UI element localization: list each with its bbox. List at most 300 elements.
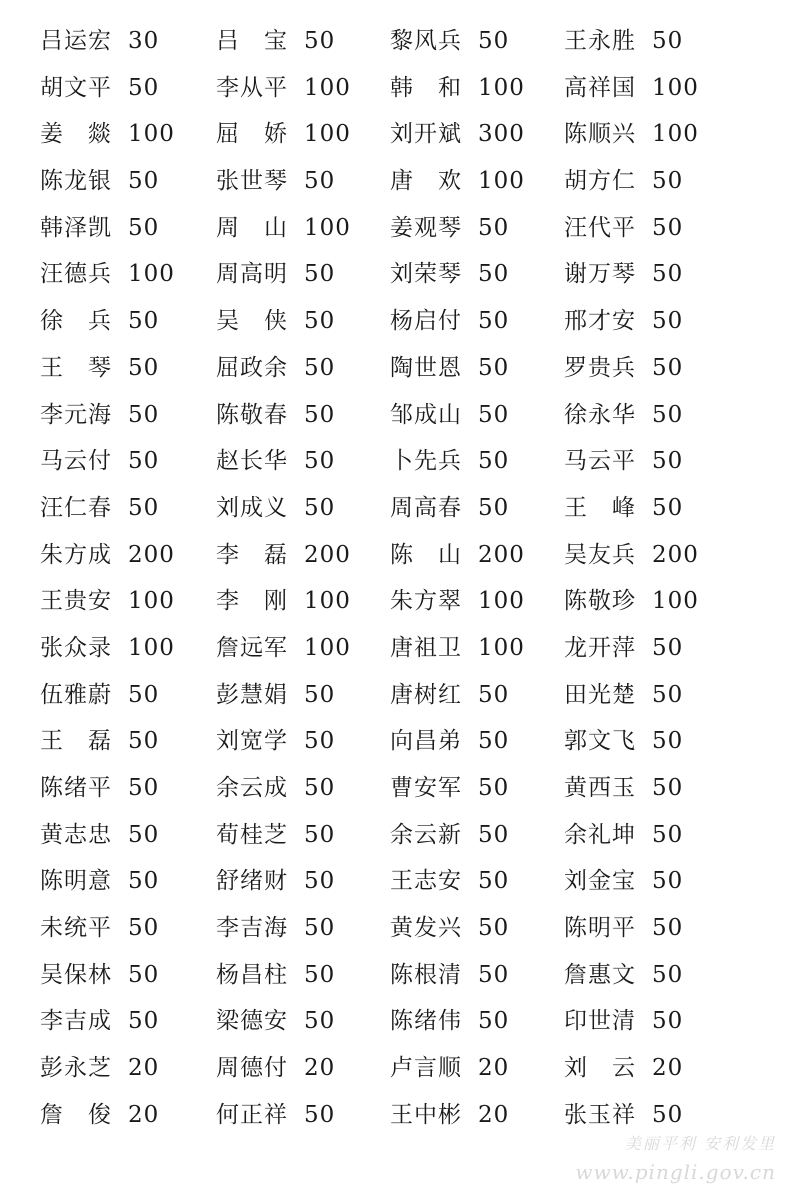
donation-amount: 50 xyxy=(652,168,684,195)
donor-name: 李 刚 xyxy=(216,588,288,615)
donor-entry xyxy=(216,532,351,579)
donor-name: 周德付 xyxy=(216,1055,288,1082)
donor-row xyxy=(40,485,780,532)
donor-entry xyxy=(390,532,525,579)
donor-entry xyxy=(40,998,159,1045)
donor-name: 吴 侠 xyxy=(216,308,288,335)
donor-entry xyxy=(564,158,683,205)
donation-amount: 50 xyxy=(652,868,684,895)
donation-amount: 50 xyxy=(478,1008,510,1035)
donor-entry xyxy=(564,392,683,439)
donation-amount: 100 xyxy=(304,214,351,241)
donation-amount: 100 xyxy=(652,74,699,101)
donor-name: 罗贵兵 xyxy=(564,354,636,381)
donor-name: 梁德安 xyxy=(216,1008,288,1035)
donation-amount: 20 xyxy=(304,1055,336,1082)
donor-name: 陈龙银 xyxy=(40,168,112,195)
donor-row xyxy=(40,158,780,205)
donation-amount: 50 xyxy=(652,821,684,848)
donor-name: 王 峰 xyxy=(564,494,636,521)
donation-amount: 50 xyxy=(652,961,684,988)
donation-amount: 50 xyxy=(128,961,160,988)
donor-entry xyxy=(390,485,509,532)
donor-entry xyxy=(564,905,683,952)
donation-amount: 50 xyxy=(128,308,160,335)
donor-name: 未统平 xyxy=(40,915,112,942)
donor-entry xyxy=(216,625,351,672)
donation-amount: 50 xyxy=(652,448,684,475)
donor-name: 徐永华 xyxy=(564,401,636,428)
donor-name: 王永胜 xyxy=(564,28,636,54)
donor-name: 周 山 xyxy=(216,214,288,241)
donor-name: 陈明平 xyxy=(564,915,636,942)
donor-name: 陈 山 xyxy=(390,541,462,568)
donor-name: 王 琴 xyxy=(40,354,112,381)
donation-amount: 50 xyxy=(304,448,336,475)
donation-amount: 100 xyxy=(478,634,525,661)
donor-name: 龙开萍 xyxy=(564,634,636,661)
donor-entry xyxy=(564,345,683,392)
donor-row xyxy=(40,392,780,439)
donor-name: 陈绪伟 xyxy=(390,1008,462,1035)
donation-amount: 50 xyxy=(478,868,510,895)
donation-amount: 50 xyxy=(652,775,684,801)
donation-amount: 50 xyxy=(478,681,510,708)
donor-entry xyxy=(390,1045,509,1092)
donor-name: 印世清 xyxy=(564,1008,636,1035)
donation-amount: 50 xyxy=(128,168,160,195)
donor-name: 何正祥 xyxy=(216,1101,288,1128)
donor-entry xyxy=(216,765,335,812)
donation-amount: 100 xyxy=(128,121,175,148)
donor-name: 谢万琴 xyxy=(564,261,636,288)
donor-entry xyxy=(564,952,683,999)
donation-amount: 50 xyxy=(304,494,336,521)
donor-name: 彭慧娟 xyxy=(216,681,288,708)
donation-amount: 50 xyxy=(478,961,510,988)
donor-row xyxy=(40,905,780,952)
donor-entry xyxy=(40,1045,159,1092)
donation-amount: 50 xyxy=(304,961,336,988)
donor-row xyxy=(40,998,780,1045)
donor-entry xyxy=(390,438,509,485)
donation-amount: 50 xyxy=(478,214,510,241)
donor-entry xyxy=(40,438,159,485)
donation-amount: 50 xyxy=(304,1101,336,1128)
donor-row xyxy=(40,858,780,905)
donor-entry xyxy=(216,251,335,298)
donor-row xyxy=(40,345,780,392)
donor-name: 李吉海 xyxy=(216,915,288,942)
donor-entry xyxy=(564,18,683,65)
donor-name: 彭永芝 xyxy=(40,1055,112,1082)
donation-amount: 50 xyxy=(652,1008,684,1035)
donor-name: 陈明意 xyxy=(40,868,112,895)
donation-amount: 50 xyxy=(304,728,336,755)
donor-entry xyxy=(390,718,509,765)
donor-name: 王贵安 xyxy=(40,588,112,615)
donation-amount: 50 xyxy=(128,821,160,848)
donor-name: 李从平 xyxy=(216,74,288,101)
donor-name: 吕 宝 xyxy=(216,28,288,54)
donor-name: 刘荣琴 xyxy=(390,261,462,288)
donation-amount: 50 xyxy=(304,168,336,195)
donor-entry xyxy=(216,1045,335,1092)
donor-name: 王志安 xyxy=(390,868,462,895)
donor-name: 杨启付 xyxy=(390,308,462,335)
donation-amount: 50 xyxy=(652,28,684,54)
donation-amount: 100 xyxy=(128,588,175,615)
donor-name: 余云新 xyxy=(390,821,462,848)
donation-amount: 100 xyxy=(128,634,175,661)
donor-name: 黄志忠 xyxy=(40,821,112,848)
donation-amount: 50 xyxy=(128,775,160,801)
donor-entry xyxy=(40,392,159,439)
donor-entry xyxy=(564,485,683,532)
donation-amount: 50 xyxy=(304,261,336,288)
donor-entry xyxy=(564,812,683,859)
donor-entry xyxy=(40,158,159,205)
donor-entry xyxy=(216,345,335,392)
donor-name: 刘 云 xyxy=(564,1055,636,1082)
donor-name: 詹远军 xyxy=(216,634,288,661)
donor-name: 姜观琴 xyxy=(390,214,462,241)
donor-entry xyxy=(390,1092,509,1139)
donor-entry xyxy=(564,65,699,112)
donor-name: 屈政余 xyxy=(216,354,288,381)
donation-amount: 50 xyxy=(478,354,510,381)
donation-amount: 50 xyxy=(304,354,336,381)
donor-entry xyxy=(40,905,159,952)
donation-amount: 50 xyxy=(478,401,510,428)
donation-amount: 200 xyxy=(304,541,351,568)
donor-entry xyxy=(216,392,335,439)
donation-amount: 50 xyxy=(128,401,160,428)
donation-amount: 50 xyxy=(652,354,684,381)
watermark-url: www.pingli.gov.cn xyxy=(575,1160,776,1184)
donor-row xyxy=(40,111,780,158)
donor-name: 李元海 xyxy=(40,401,112,428)
donor-name: 屈 娇 xyxy=(216,121,288,148)
donor-name: 邹成山 xyxy=(390,401,462,428)
donor-name: 邢才安 xyxy=(564,308,636,335)
donor-name: 汪代平 xyxy=(564,214,636,241)
donation-amount: 100 xyxy=(652,588,699,615)
donor-entry xyxy=(390,952,509,999)
donor-entry xyxy=(40,858,159,905)
donor-entry xyxy=(216,905,335,952)
donor-entry xyxy=(390,158,525,205)
donor-entry xyxy=(40,298,159,345)
donor-name: 陈顺兴 xyxy=(564,121,636,148)
donor-name: 黎风兵 xyxy=(390,28,462,54)
donation-amount: 50 xyxy=(478,915,510,942)
donor-entry xyxy=(390,998,509,1045)
donor-row xyxy=(40,438,780,485)
donor-entry xyxy=(40,812,159,859)
donor-name: 詹 俊 xyxy=(40,1101,112,1128)
donor-name: 刘宽学 xyxy=(216,728,288,755)
donation-amount: 20 xyxy=(128,1101,160,1128)
donor-name: 王中彬 xyxy=(390,1101,462,1128)
donor-entry xyxy=(216,672,335,719)
donor-name: 李吉成 xyxy=(40,1008,112,1035)
donation-amount: 50 xyxy=(304,28,336,54)
donor-entry xyxy=(40,718,159,765)
donor-row xyxy=(40,812,780,859)
donor-row xyxy=(40,532,780,579)
donor-row xyxy=(40,952,780,999)
donor-entry xyxy=(390,65,525,112)
donor-entry xyxy=(564,251,683,298)
donation-amount: 100 xyxy=(652,121,699,148)
donor-row xyxy=(40,578,780,625)
donor-name: 刘金宝 xyxy=(564,868,636,895)
donor-name: 刘成义 xyxy=(216,494,288,521)
donation-amount: 50 xyxy=(128,728,160,755)
donor-entry xyxy=(40,765,159,812)
donor-entry xyxy=(40,1092,159,1139)
donation-amount: 100 xyxy=(478,588,525,615)
donor-entry xyxy=(564,111,699,158)
donor-name: 胡文平 xyxy=(40,74,112,101)
donor-entry xyxy=(564,298,683,345)
donor-name: 陈敬春 xyxy=(216,401,288,428)
donor-entry xyxy=(40,205,159,252)
donation-amount: 50 xyxy=(128,354,160,381)
donation-amount: 20 xyxy=(128,1055,160,1082)
donation-amount: 50 xyxy=(128,214,160,241)
donor-name: 周高春 xyxy=(390,494,462,521)
donor-entry xyxy=(564,1045,683,1092)
donation-amount: 50 xyxy=(304,681,336,708)
donor-name: 杨昌柱 xyxy=(216,961,288,988)
donor-entry xyxy=(564,718,683,765)
donor-name: 马云平 xyxy=(564,448,636,475)
site-watermark xyxy=(575,1131,776,1184)
donation-amount: 50 xyxy=(652,1101,684,1128)
donation-amount: 200 xyxy=(478,541,525,568)
donor-name: 曹安军 xyxy=(390,775,462,801)
donor-name: 姜 燚 xyxy=(40,121,112,148)
donor-row xyxy=(40,205,780,252)
donor-row xyxy=(40,625,780,672)
donor-name: 高祥国 xyxy=(564,74,636,101)
donor-entry xyxy=(564,438,683,485)
donation-amount: 50 xyxy=(478,261,510,288)
donation-amount: 50 xyxy=(304,1008,336,1035)
donor-entry xyxy=(390,858,509,905)
donor-entry xyxy=(390,812,509,859)
donation-amount: 50 xyxy=(652,634,684,661)
donor-name: 赵长华 xyxy=(216,448,288,475)
donor-name: 王 磊 xyxy=(40,728,112,755)
donation-amount: 50 xyxy=(478,448,510,475)
donor-entry xyxy=(390,18,509,65)
donor-entry xyxy=(390,205,509,252)
donation-amount: 50 xyxy=(652,915,684,942)
donor-entry xyxy=(40,345,159,392)
donor-row xyxy=(40,1045,780,1092)
donation-amount: 100 xyxy=(304,74,351,101)
donation-amount: 50 xyxy=(478,821,510,848)
donor-entry xyxy=(216,718,335,765)
donor-entry xyxy=(216,1092,335,1139)
donor-name: 舒绪财 xyxy=(216,868,288,895)
donation-amount: 20 xyxy=(478,1055,510,1082)
donor-entry xyxy=(216,18,335,65)
donation-amount: 100 xyxy=(128,261,175,288)
donor-entry xyxy=(564,765,683,812)
donor-entry xyxy=(390,345,509,392)
donor-name: 汪德兵 xyxy=(40,261,112,288)
donor-row xyxy=(40,718,780,765)
donor-row xyxy=(40,765,780,812)
donor-name: 向昌弟 xyxy=(390,728,462,755)
donor-name: 徐 兵 xyxy=(40,308,112,335)
donor-name: 伍雅蔚 xyxy=(40,681,112,708)
donor-name: 唐 欢 xyxy=(390,168,462,195)
donor-list xyxy=(40,18,780,1139)
donor-entry xyxy=(216,998,335,1045)
donor-entry xyxy=(216,65,351,112)
donation-amount: 50 xyxy=(652,401,684,428)
donation-amount: 20 xyxy=(478,1101,510,1128)
donor-name: 陈绪平 xyxy=(40,775,112,801)
donation-amount: 50 xyxy=(128,1008,160,1035)
donor-entry xyxy=(390,765,509,812)
donor-entry xyxy=(40,18,159,65)
donation-amount: 100 xyxy=(304,588,351,615)
donor-name: 马云付 xyxy=(40,448,112,475)
donation-amount: 50 xyxy=(652,728,684,755)
donor-row xyxy=(40,298,780,345)
donor-entry xyxy=(216,485,335,532)
donation-amount: 50 xyxy=(128,681,160,708)
donor-entry xyxy=(564,858,683,905)
donor-entry xyxy=(216,858,335,905)
donor-entry xyxy=(564,625,683,672)
donor-entry xyxy=(390,251,509,298)
donor-name: 韩泽凯 xyxy=(40,214,112,241)
donor-name: 黄西玉 xyxy=(564,775,636,801)
donation-amount: 50 xyxy=(478,308,510,335)
donor-row xyxy=(40,65,780,112)
donor-name: 吴友兵 xyxy=(564,541,636,568)
donation-amount: 50 xyxy=(128,74,160,101)
donor-entry xyxy=(216,438,335,485)
donation-amount: 50 xyxy=(652,308,684,335)
donation-amount: 50 xyxy=(652,261,684,288)
donation-amount: 100 xyxy=(478,168,525,195)
donation-amount: 50 xyxy=(304,308,336,335)
donor-name: 朱方翠 xyxy=(390,588,462,615)
donor-name: 田光楚 xyxy=(564,681,636,708)
donation-amount: 50 xyxy=(478,775,510,801)
donor-entry xyxy=(40,578,175,625)
donor-entry xyxy=(40,625,175,672)
donor-name: 荀桂芝 xyxy=(216,821,288,848)
donation-amount: 50 xyxy=(478,28,510,54)
donation-amount: 50 xyxy=(304,868,336,895)
donation-amount: 50 xyxy=(478,728,510,755)
donation-amount: 200 xyxy=(652,541,699,568)
donor-entry xyxy=(216,298,335,345)
donor-entry xyxy=(40,111,175,158)
donor-entry xyxy=(390,298,509,345)
donation-amount: 50 xyxy=(304,775,336,801)
donation-amount: 30 xyxy=(128,28,160,54)
donation-amount: 100 xyxy=(304,121,351,148)
donation-amount: 50 xyxy=(652,681,684,708)
donor-name: 张世琴 xyxy=(216,168,288,195)
donor-entry xyxy=(40,485,159,532)
donation-amount: 50 xyxy=(128,868,160,895)
donation-amount: 200 xyxy=(128,541,175,568)
donor-name: 李 磊 xyxy=(216,541,288,568)
donor-entry xyxy=(216,111,351,158)
donor-entry xyxy=(40,251,175,298)
donor-entry xyxy=(564,998,683,1045)
donor-entry xyxy=(564,578,699,625)
donor-entry xyxy=(390,672,509,719)
donor-entry xyxy=(216,812,335,859)
donor-entry xyxy=(390,905,509,952)
donor-entry xyxy=(216,952,335,999)
donor-row xyxy=(40,251,780,298)
donation-amount: 50 xyxy=(478,494,510,521)
donor-name: 卢言顺 xyxy=(390,1055,462,1082)
donor-name: 刘开斌 xyxy=(390,121,462,148)
donor-name: 吕运宏 xyxy=(40,28,112,54)
donor-name: 张玉祥 xyxy=(564,1101,636,1128)
donor-name: 张众录 xyxy=(40,634,112,661)
donor-name: 朱方成 xyxy=(40,541,112,568)
donation-amount: 50 xyxy=(128,448,160,475)
donor-name: 黄发兴 xyxy=(390,915,462,942)
donor-name: 陶世恩 xyxy=(390,354,462,381)
donor-entry xyxy=(390,392,509,439)
donor-entry xyxy=(390,111,525,158)
donor-row xyxy=(40,18,780,65)
donation-amount: 50 xyxy=(652,214,684,241)
donation-amount: 50 xyxy=(128,494,160,521)
watermark-text: 美丽平利 安利发里 xyxy=(624,1134,776,1153)
donor-entry xyxy=(40,65,159,112)
donor-name: 汪仁春 xyxy=(40,494,112,521)
donation-amount: 50 xyxy=(128,915,160,942)
donor-name: 吴保林 xyxy=(40,961,112,988)
donor-entry xyxy=(390,625,525,672)
donation-amount: 100 xyxy=(304,634,351,661)
donor-entry xyxy=(216,578,351,625)
donor-name: 胡方仁 xyxy=(564,168,636,195)
donor-entry xyxy=(40,672,159,719)
donation-amount: 50 xyxy=(304,821,336,848)
donor-name: 唐树红 xyxy=(390,681,462,708)
donor-entry xyxy=(216,158,335,205)
donor-entry xyxy=(564,205,683,252)
donor-name: 陈敬珍 xyxy=(564,588,636,615)
donation-amount: 300 xyxy=(478,121,525,148)
donation-amount: 20 xyxy=(652,1055,684,1082)
donor-name: 余礼坤 xyxy=(564,821,636,848)
donor-name: 周高明 xyxy=(216,261,288,288)
donor-entry xyxy=(216,205,351,252)
donation-amount: 50 xyxy=(652,494,684,521)
donor-entry xyxy=(40,532,175,579)
donor-name: 陈根清 xyxy=(390,961,462,988)
